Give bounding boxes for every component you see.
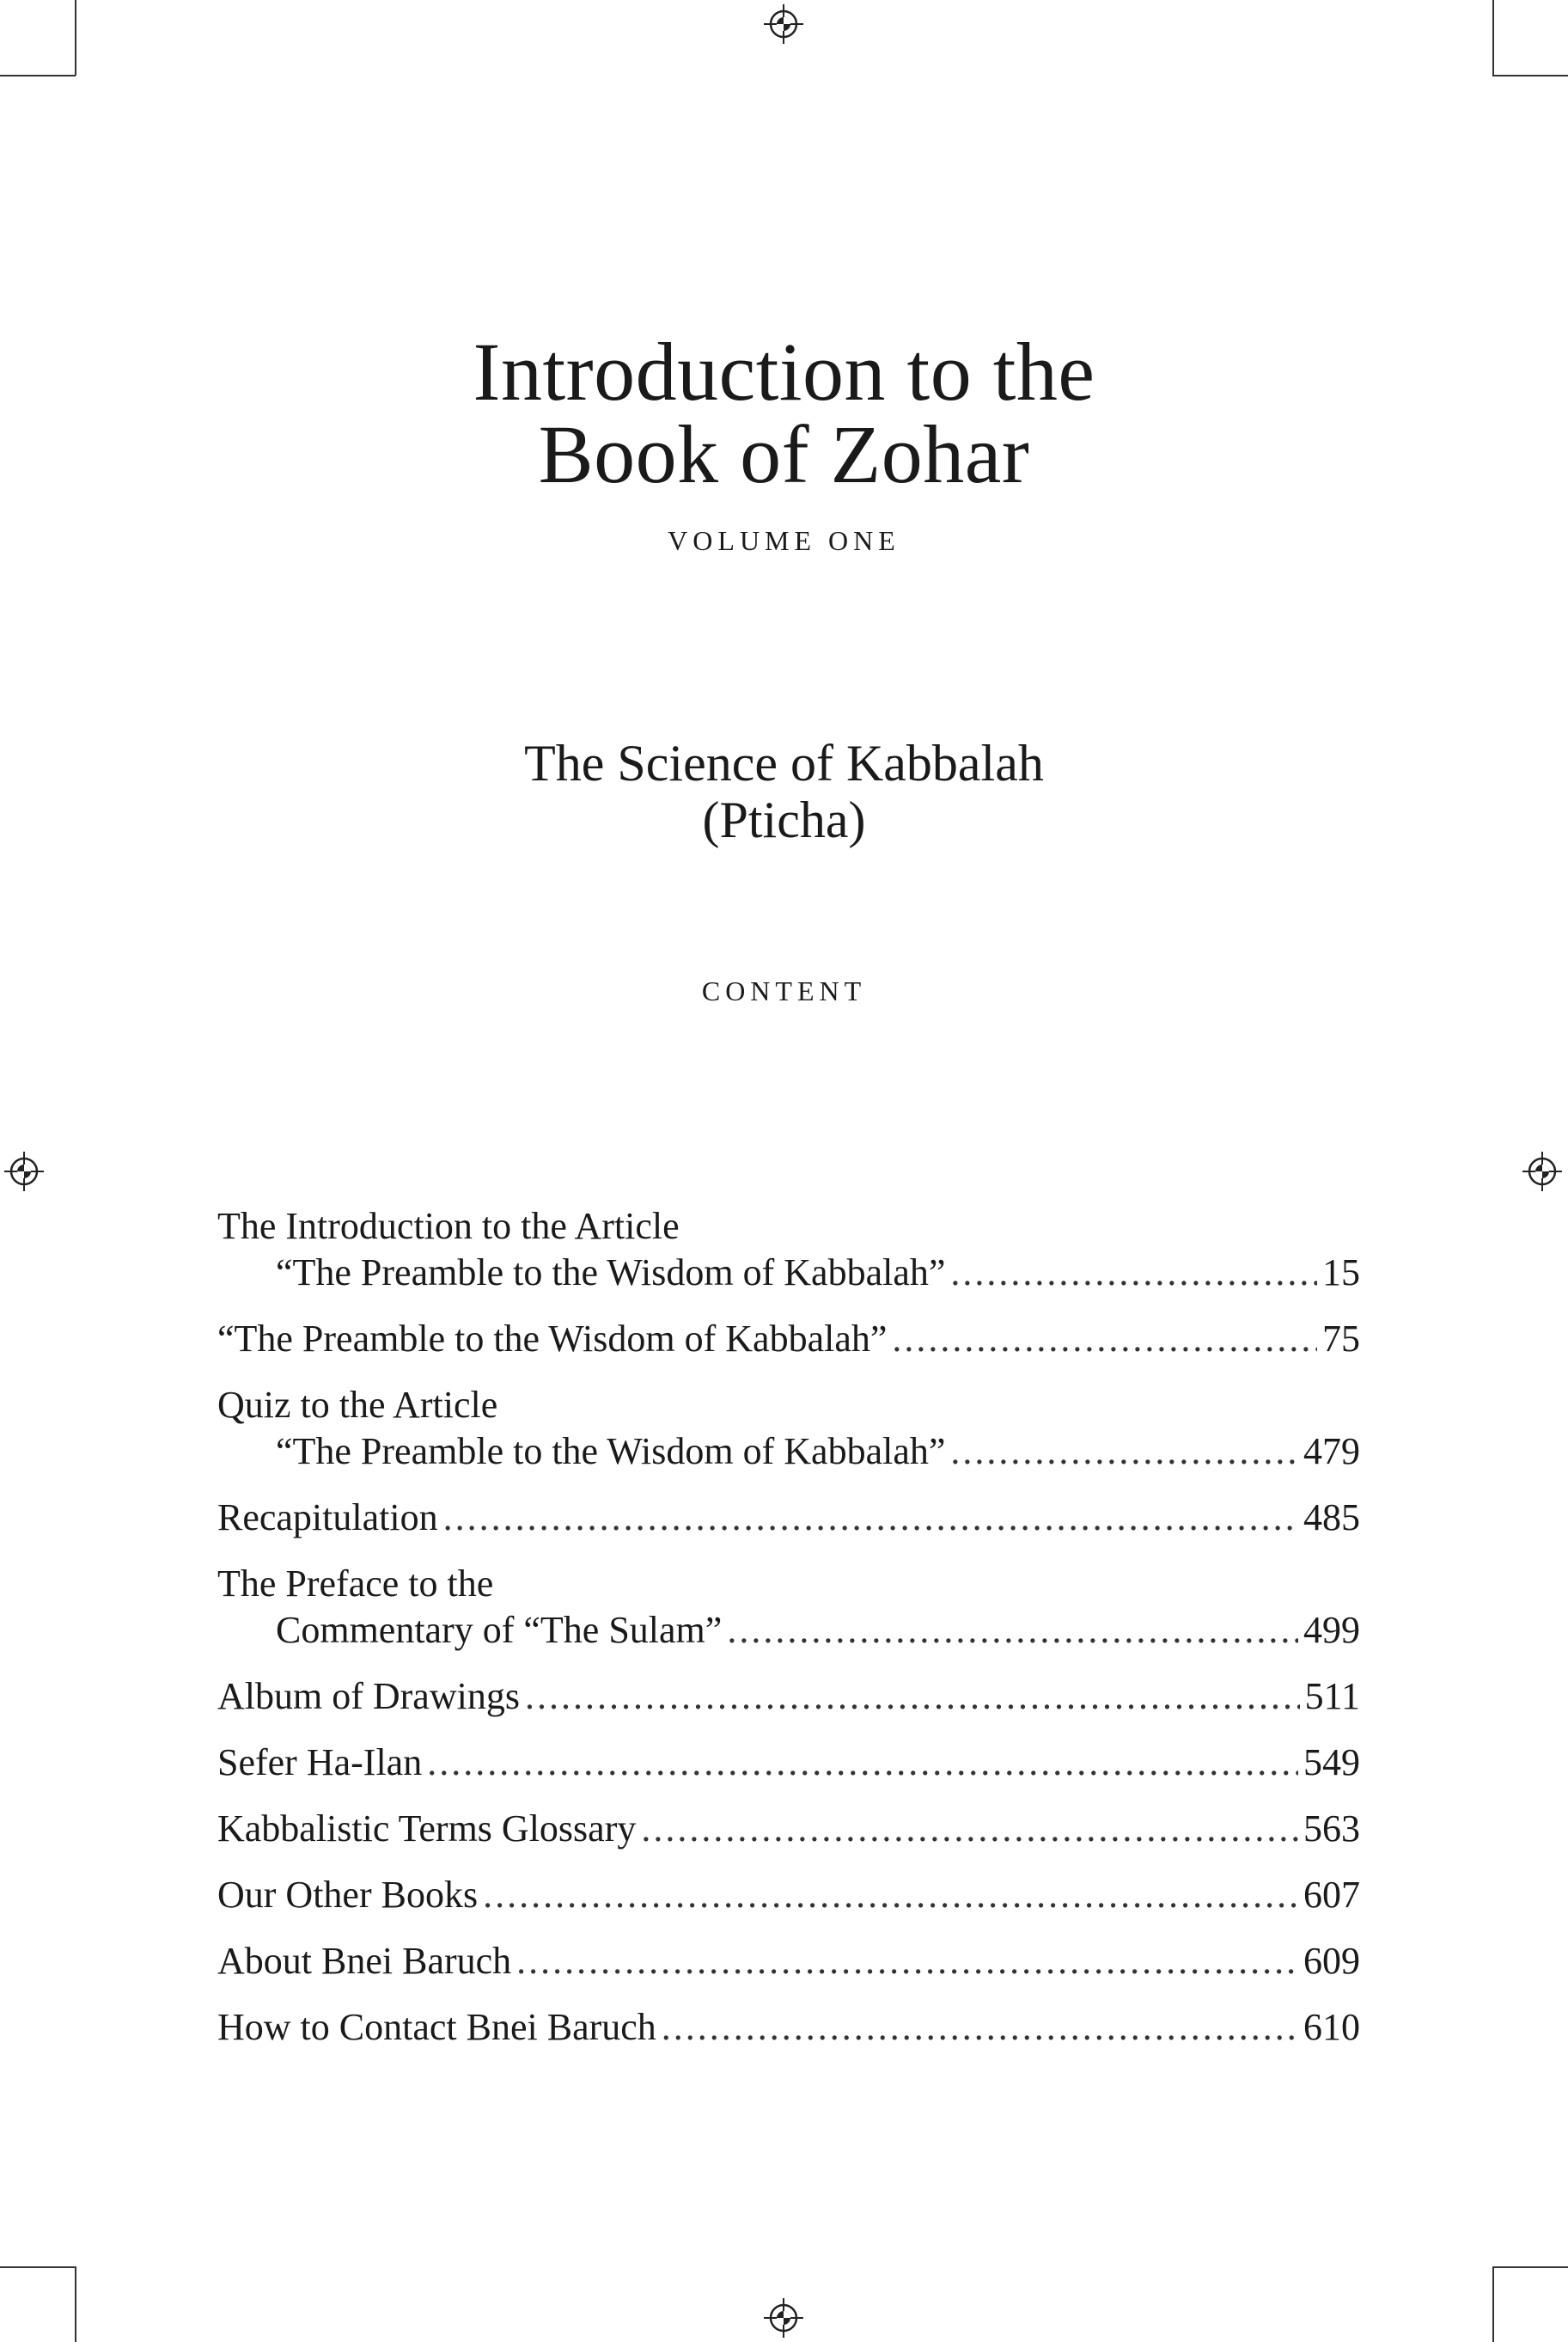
toc-entry [217, 1561, 1360, 1654]
toc-entry [217, 1938, 1360, 1984]
toc-entry [217, 1872, 1360, 1918]
toc-entry-title: Recapitulation [217, 1496, 438, 1538]
toc-page-number: 511 [1304, 1675, 1360, 1717]
volume-label: VOLUME ONE [668, 525, 900, 556]
registration-target-icon [1521, 1150, 1564, 1193]
toc-row [217, 1938, 1360, 1984]
toc-row [217, 1872, 1360, 1918]
contents-heading: CONTENT [701, 975, 867, 1006]
part-subtitle: (Pticha) [702, 792, 866, 848]
toc-entry [217, 1316, 1360, 1362]
toc-entry-title: Our Other Books [217, 1874, 479, 1916]
dot-leader [427, 1740, 1298, 1786]
toc-entry-heading: The Introduction to the Article [217, 1205, 680, 1247]
toc-entry-title: Album of Drawings [217, 1675, 520, 1717]
toc-page-number: 563 [1303, 1807, 1360, 1850]
crop-mark-bottom-left-horizontal [0, 2266, 76, 2268]
registration-target-icon [3, 1150, 46, 1193]
toc-entry-title: Commentary of “The Sulam” [276, 1609, 723, 1651]
crop-mark-bottom-right-vertical [1492, 2266, 1494, 2342]
book-title-line-1: Introduction to the [473, 326, 1095, 418]
toc-row [217, 1673, 1360, 1720]
toc-page-number: 15 [1322, 1251, 1360, 1293]
toc-page-number: 610 [1303, 2006, 1360, 2048]
toc-page-number: 609 [1303, 1940, 1360, 1982]
toc-page-number: 485 [1303, 1496, 1360, 1538]
toc-page-number: 499 [1303, 1609, 1360, 1651]
crop-mark-bottom-right-horizontal [1492, 2266, 1568, 2268]
toc-entry-title: Kabbalistic Terms Glossary [217, 1807, 637, 1850]
toc-entry-heading: The Preface to the [217, 1562, 494, 1605]
part-title-block [0, 735, 1568, 848]
dot-leader [525, 1673, 1300, 1720]
toc-page-number: 479 [1303, 1430, 1360, 1472]
toc-entry-title: About Bnei Baruch [217, 1940, 512, 1982]
registration-target-icon [762, 3, 805, 46]
toc-entry [217, 1806, 1360, 1852]
toc-row [217, 1740, 1360, 1786]
dot-leader [727, 1607, 1298, 1654]
crop-mark-top-left-horizontal [0, 75, 76, 76]
toc-entry-title: How to Contact Bnei Baruch [217, 2006, 656, 2048]
toc-entry-title: “The Preamble to the Wisdom of Kabbalah” [217, 1318, 888, 1360]
dot-leader [483, 1872, 1298, 1918]
toc-entry-title: “The Preamble to the Wisdom of Kabbalah” [276, 1430, 946, 1472]
dot-leader [950, 1428, 1298, 1475]
dot-leader [662, 2004, 1298, 2051]
crop-mark-top-left-vertical [75, 0, 76, 76]
toc-entry [217, 1203, 1360, 1296]
toc-row [217, 1607, 1360, 1654]
crop-mark-top-right-vertical [1492, 0, 1494, 76]
toc-entry [217, 1495, 1360, 1541]
crop-mark-bottom-left-vertical [75, 2266, 76, 2342]
book-title-line-2: Book of Zohar [538, 408, 1030, 500]
dot-leader [892, 1316, 1317, 1362]
toc-entry-heading: Quiz to the Article [217, 1384, 498, 1426]
dot-leader [516, 1938, 1298, 1984]
registration-target-icon [762, 2296, 805, 2339]
toc-entry [217, 1382, 1360, 1475]
crop-mark-top-right-horizontal [1492, 75, 1568, 76]
toc-row [217, 1250, 1360, 1296]
toc-entry-title: “The Preamble to the Wisdom of Kabbalah” [276, 1251, 946, 1293]
toc-entry-title: Sefer Ha-Ilan [217, 1741, 423, 1783]
toc-row [217, 1495, 1360, 1541]
dot-leader [641, 1806, 1298, 1852]
toc-row [217, 2004, 1360, 2051]
dot-leader [950, 1250, 1317, 1296]
book-title [0, 326, 1568, 500]
title-block [0, 326, 1568, 557]
toc-page-number: 607 [1303, 1874, 1360, 1916]
part-title: The Science of Kabbalah [524, 735, 1044, 792]
toc-page-number: 549 [1303, 1741, 1360, 1783]
toc-row [217, 1316, 1360, 1362]
toc-entry [217, 2004, 1360, 2051]
toc-page-number: 75 [1322, 1318, 1360, 1360]
toc-entry [217, 1740, 1360, 1786]
table-of-contents [217, 1203, 1360, 2070]
dot-leader [443, 1495, 1298, 1541]
toc-entry [217, 1673, 1360, 1720]
toc-row [217, 1428, 1360, 1475]
toc-row [217, 1806, 1360, 1852]
